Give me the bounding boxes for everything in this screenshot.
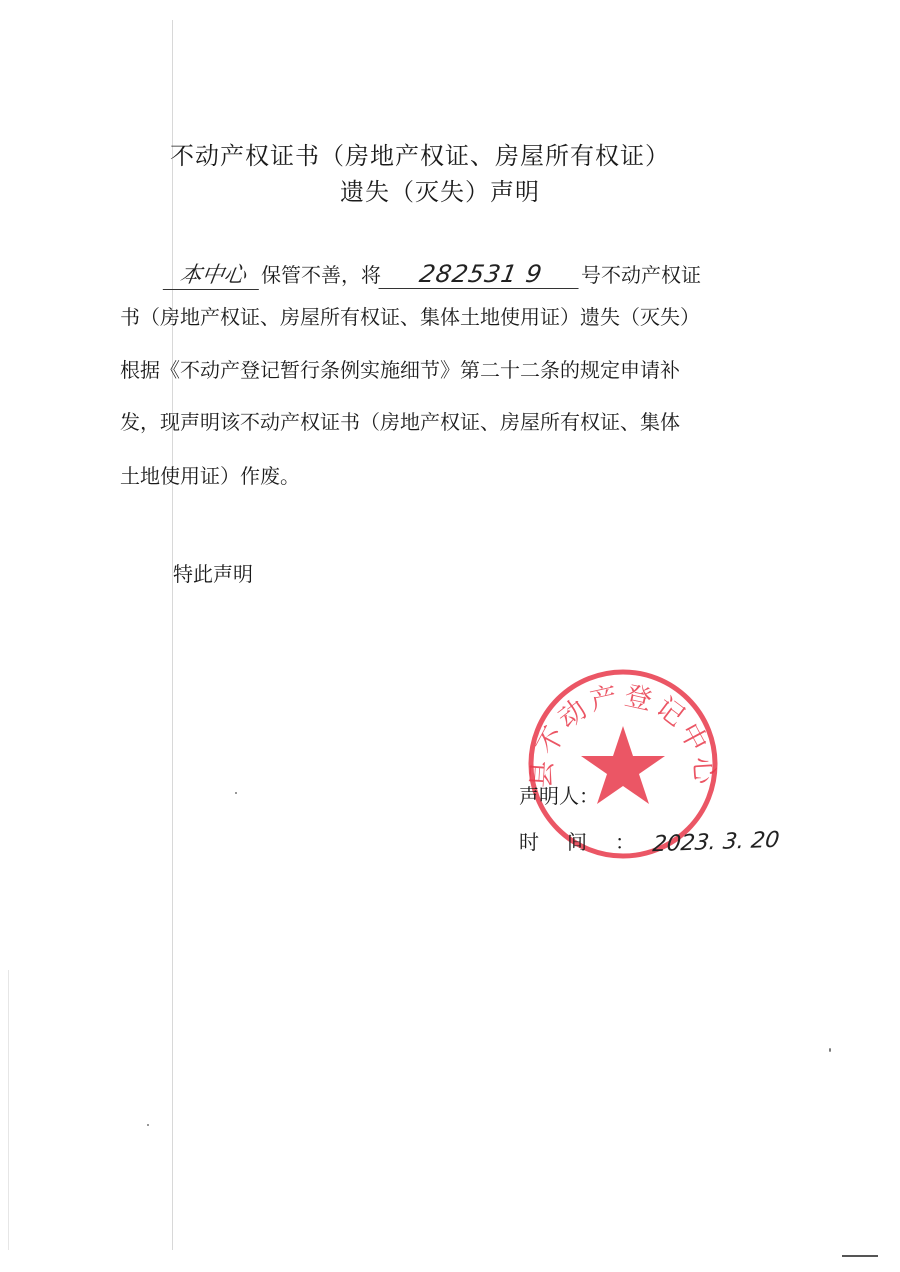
closing-statement: 特此声明 xyxy=(173,562,253,586)
declarant-label: 声明人： xyxy=(519,784,599,808)
scan-edge-mark xyxy=(842,1255,878,1257)
scan-edge-line xyxy=(8,970,9,1250)
body-line-4: 发，现声明该不动产权证书（房地产权证、房屋所有权证、集体 xyxy=(120,410,680,434)
handwritten-holder: 本中心 xyxy=(163,258,263,290)
handwritten-date: 2023. 3. 20 xyxy=(651,827,781,858)
document-title: 不动产权证书（房地产权证、房屋所有权证） xyxy=(170,142,670,170)
handwritten-certificate-number: 282531 9 xyxy=(378,260,583,289)
seal-text: 县不动产登记中心 xyxy=(526,680,720,789)
body-line-5: 土地使用证）作废。 xyxy=(120,464,300,488)
body-line-2: 书（房地产权证、房屋所有权证、集体土地使用证）遗失（灭失） xyxy=(120,305,700,329)
body-text-after-number: 号不动产权证 xyxy=(581,263,701,287)
body-text-after-holder: 保管不善，将 xyxy=(261,263,381,287)
date-label: 时间： xyxy=(519,830,663,854)
document-subtitle: 遗失（灭失）声明 xyxy=(340,178,540,206)
body-line-1 xyxy=(165,258,701,290)
body-line-3: 根据《不动产登记暂行条例实施细节》第二十二条的规定申请补 xyxy=(120,358,680,382)
date-row xyxy=(519,826,781,858)
